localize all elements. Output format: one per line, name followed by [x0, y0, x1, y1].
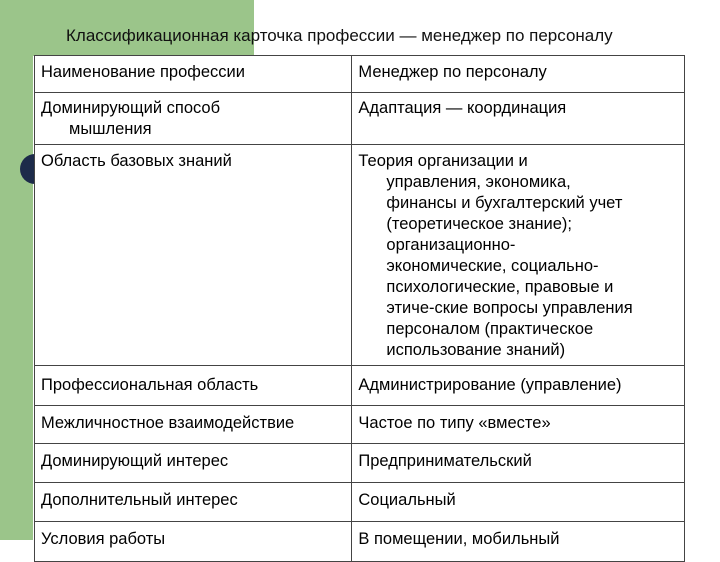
row-label-line: Доминирующий способ — [41, 99, 221, 117]
row-label: Область базовых знаний — [35, 145, 352, 366]
row-value: Предпринимательский — [352, 444, 685, 483]
row-value-line: этиче-ские вопросы управления — [386, 299, 633, 317]
row-label: Условия работы — [35, 522, 352, 562]
row-value: Адаптация — координация — [352, 93, 685, 145]
row-label — [35, 93, 352, 145]
row-value-line: (теоретическое знание); — [386, 215, 572, 233]
row-value: Менеджер по персоналу — [352, 56, 685, 93]
table-row — [35, 483, 685, 522]
table-row — [35, 366, 685, 406]
row-value: В помещении, мобильный — [352, 522, 685, 562]
table-row — [35, 444, 685, 483]
row-value: Частое по типу «вместе» — [352, 406, 685, 444]
row-label: Доминирующий интерес — [35, 444, 352, 483]
table-row — [35, 145, 685, 366]
row-value-line: психологические, правовые и — [386, 278, 614, 296]
row-label-line: мышления — [69, 120, 152, 138]
page-title: Классификационная карточка профессии — менеджер по персоналу — [66, 26, 613, 45]
row-value: Социальный — [352, 483, 685, 522]
row-label: Профессиональная область — [35, 366, 352, 406]
profession-card-table — [34, 55, 685, 562]
row-value-line: Теория организации и — [358, 152, 528, 170]
row-label: Дополнительный интерес — [35, 483, 352, 522]
table-row — [35, 522, 685, 562]
table-row — [35, 406, 685, 444]
row-value-line: организационно- — [386, 236, 516, 254]
row-value-line: экономические, социально- — [386, 257, 599, 275]
row-label: Межличностное взаимодействие — [35, 406, 352, 444]
table-row — [35, 56, 685, 93]
row-value-line: финансы и бухгалтерский учет — [386, 194, 623, 212]
row-value-line: использование знаний) — [386, 341, 566, 359]
row-value-line: управления, экономика, — [386, 173, 571, 191]
table-row — [35, 93, 685, 145]
row-value — [352, 145, 685, 366]
row-label: Наименование профессии — [35, 56, 352, 93]
row-value-line: персоналом (практическое — [386, 320, 594, 338]
left-green-band — [0, 0, 33, 540]
row-value: Администрирование (управление) — [352, 366, 685, 406]
